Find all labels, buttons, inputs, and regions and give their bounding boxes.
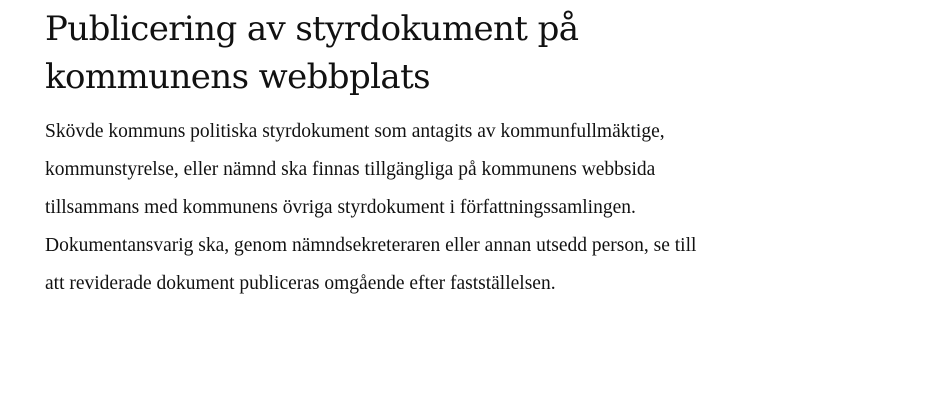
heading-line: Publicering av styrdokument på — [45, 9, 579, 49]
paragraph-line: Dokumentansvarig ska, genom nämndsekreteraren eller annan utsedd person, se till — [45, 235, 697, 256]
body-paragraph — [45, 113, 845, 303]
paragraph-line: tillsammans med kommunens övriga styrdokument i författningssamlingen. — [45, 197, 636, 218]
document-page — [45, 5, 865, 303]
paragraph-line: kommunstyrelse, eller nämnd ska finnas tillgängliga på kommunens webbsida — [45, 159, 656, 180]
section-heading — [45, 5, 745, 101]
paragraph-line: Skövde kommuns politiska styrdokument som antagits av kommunfullmäktige, — [45, 121, 665, 142]
paragraph-line: att reviderade dokument publiceras omgående efter fastställelsen. — [45, 273, 556, 294]
heading-line: kommunens webbplats — [45, 57, 430, 97]
